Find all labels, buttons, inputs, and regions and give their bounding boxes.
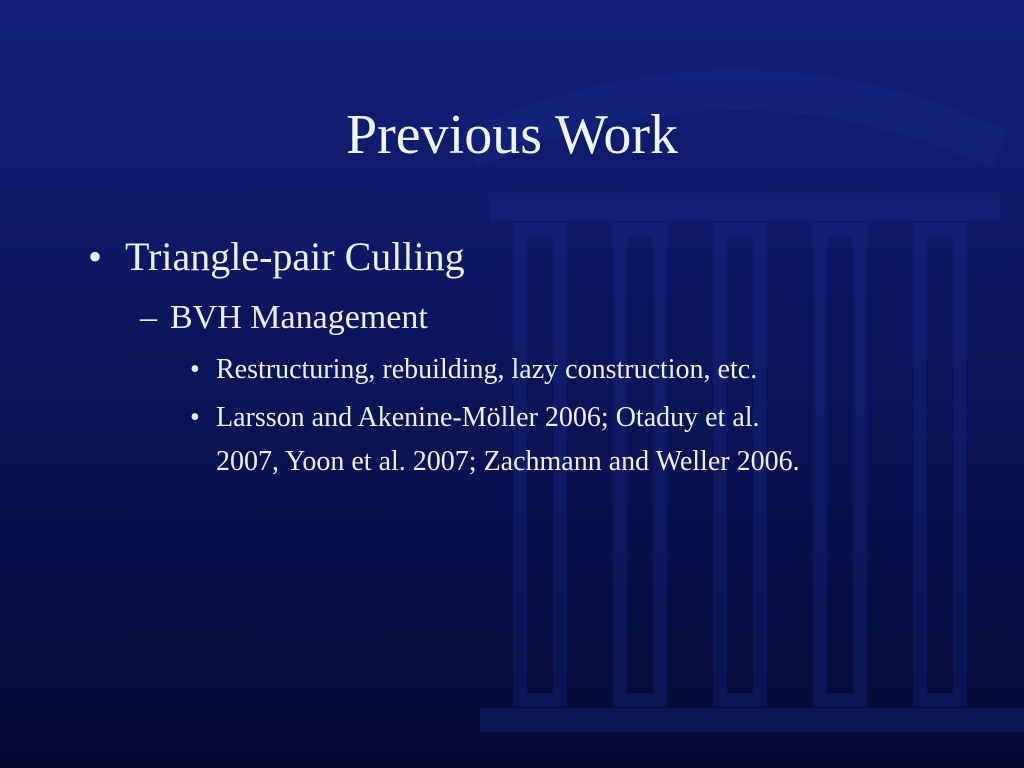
bullet-text-line2: 2007, Yoon et al. 2007; Zachmann and Weller 2006. (216, 446, 800, 477)
bullet-level3 (190, 400, 760, 436)
bullet-text: BVH Management (170, 299, 428, 336)
bullet-text-line1: Larsson and Akenine-Möller 2006; Otaduy et al. (216, 402, 760, 433)
bullet-marker: • (190, 402, 200, 433)
bullet-text: Restructuring, rebuilding, lazy construction, etc. (216, 354, 758, 385)
slide-title: Previous Work (345, 104, 678, 166)
bullet-level1 (88, 233, 465, 281)
dash-marker: – (140, 299, 157, 336)
bullet-text: Triangle-pair Culling (125, 234, 465, 279)
bullet-marker: • (190, 354, 200, 385)
bullet-marker: • (88, 234, 103, 279)
bullet-level3 (190, 352, 757, 388)
bullet-level2 (140, 297, 428, 339)
